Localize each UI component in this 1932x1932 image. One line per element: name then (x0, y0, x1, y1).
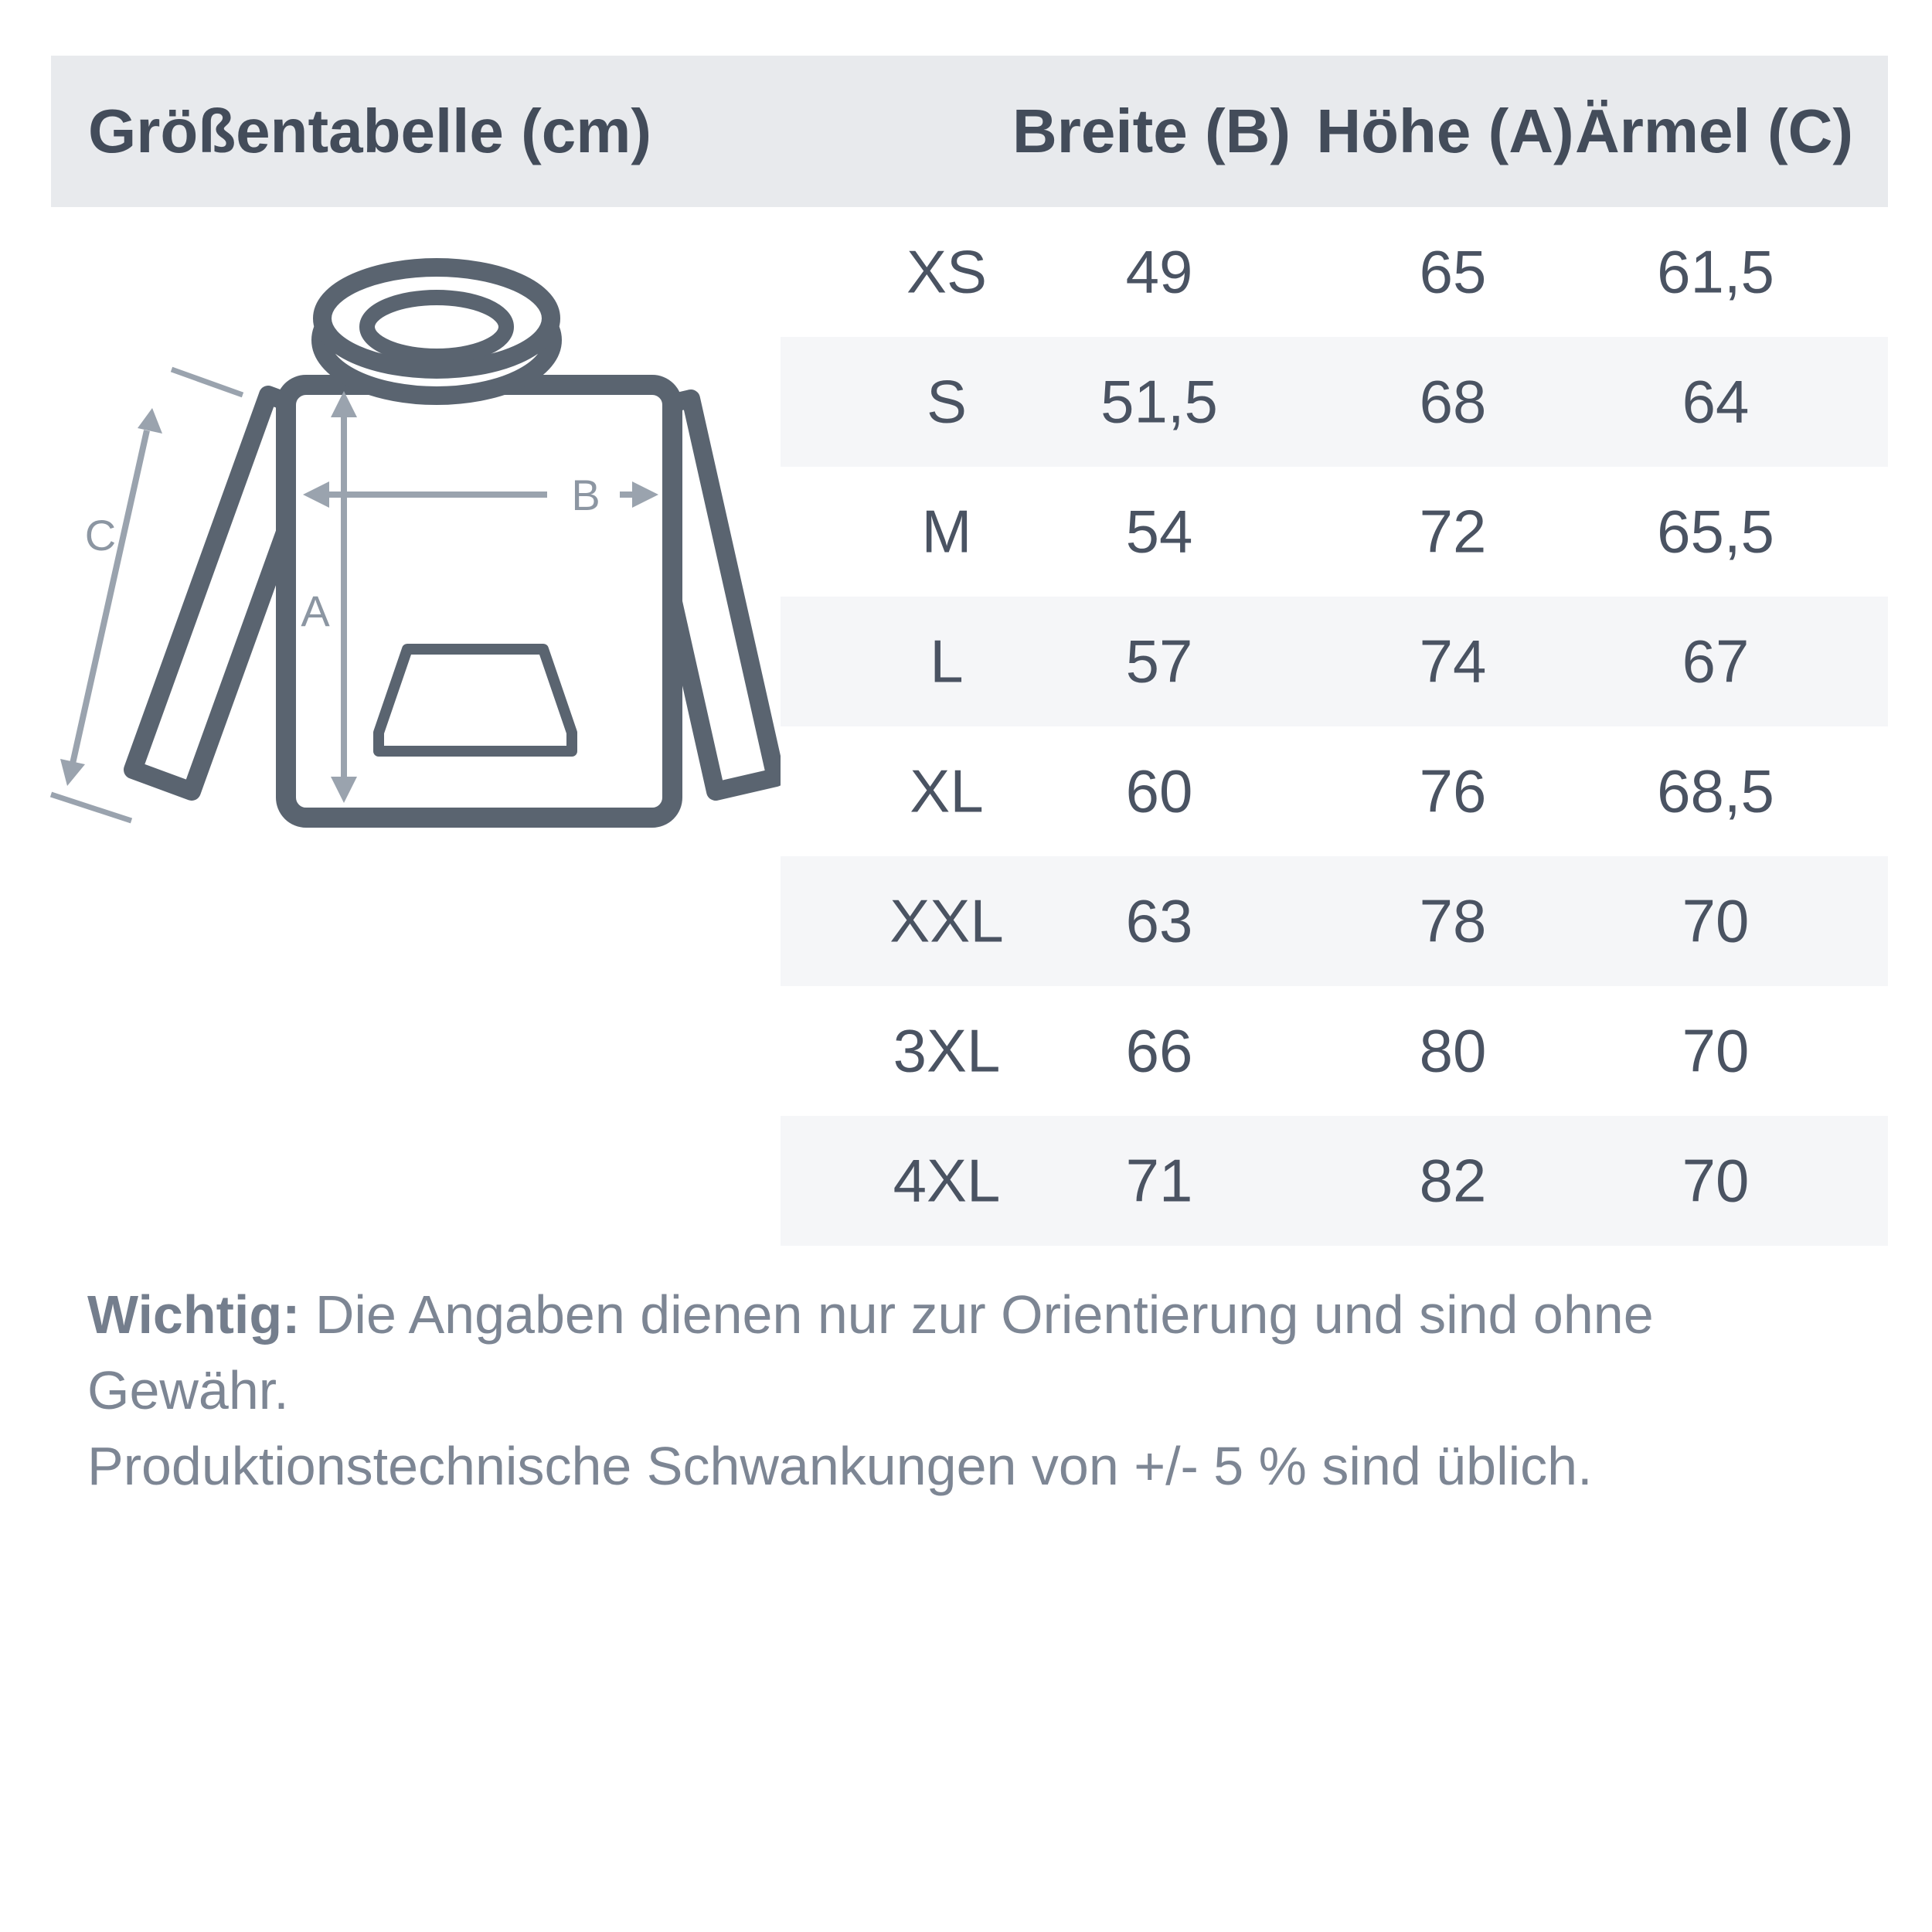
breite-value: 49 (1125, 237, 1193, 306)
aermel-value: 61,5 (1657, 237, 1774, 306)
table-row-xs (781, 207, 1888, 337)
column-header-breite: Breite (B) (1012, 97, 1291, 165)
size-label: L (930, 627, 964, 696)
footer-note-bold: Wichtig: (87, 1284, 301, 1345)
aermel-value: 64 (1682, 367, 1750, 436)
table-row-xxl (781, 856, 1888, 986)
aermel-value: 70 (1682, 1016, 1750, 1085)
breite-value: 51,5 (1100, 367, 1218, 436)
size-label: XXL (889, 886, 1004, 955)
table-row-l (781, 597, 1888, 726)
size-label: M (921, 497, 972, 566)
aermel-value: 65,5 (1657, 497, 1774, 566)
footer-note-line2: Produktionstechnische Schwankungen von +/- 5 % sind üblich. (87, 1436, 1593, 1496)
aermel-value: 70 (1682, 886, 1750, 955)
size-label: 3XL (893, 1016, 1001, 1085)
size-table (781, 207, 1888, 1246)
hoehe-value: 74 (1419, 627, 1487, 696)
hood-inner-ring (367, 298, 506, 356)
size-label: XL (910, 757, 984, 825)
breite-value: 57 (1125, 627, 1193, 696)
breite-value: 71 (1125, 1146, 1193, 1215)
table-row-4xl (781, 1116, 1888, 1246)
table-header-bar (51, 56, 1888, 207)
size-label: 4XL (893, 1146, 1001, 1215)
column-header-hoehe: Höhe (A) (1316, 97, 1574, 165)
breite-value: 66 (1125, 1016, 1193, 1085)
label-b: B (571, 471, 600, 519)
aermel-value: 68,5 (1657, 757, 1774, 825)
table-row-xl (781, 726, 1888, 856)
label-c: C (84, 511, 117, 560)
size-label: XS (906, 237, 988, 306)
hoehe-value: 68 (1419, 367, 1487, 436)
hoehe-value: 76 (1419, 757, 1487, 825)
breite-value: 63 (1125, 886, 1193, 955)
aermel-value: 67 (1682, 627, 1750, 696)
hoehe-value: 82 (1419, 1146, 1487, 1215)
footer-note (87, 1277, 1865, 1504)
hoodie-pocket (379, 649, 572, 751)
aermel-value: 70 (1682, 1146, 1750, 1215)
column-header-aermel: Ärmel (C) (1574, 97, 1854, 165)
table-row-3xl (781, 986, 1888, 1116)
page-title: Größentabelle (cm) (88, 97, 652, 165)
label-a: A (301, 587, 330, 635)
breite-value: 54 (1125, 497, 1193, 566)
hoehe-value: 72 (1419, 497, 1487, 566)
hoehe-value: 80 (1419, 1016, 1487, 1085)
table-row-s (781, 337, 1888, 467)
hoodie-measurement-diagram (46, 247, 781, 881)
hoehe-value: 65 (1419, 237, 1487, 306)
size-label: S (926, 367, 968, 436)
hoehe-value: 78 (1419, 886, 1487, 955)
footer-note-line1: Die Angaben dienen nur zur Orientierung und sind ohne Gewähr. (87, 1284, 1654, 1420)
table-row-m (781, 467, 1888, 597)
breite-value: 60 (1125, 757, 1193, 825)
